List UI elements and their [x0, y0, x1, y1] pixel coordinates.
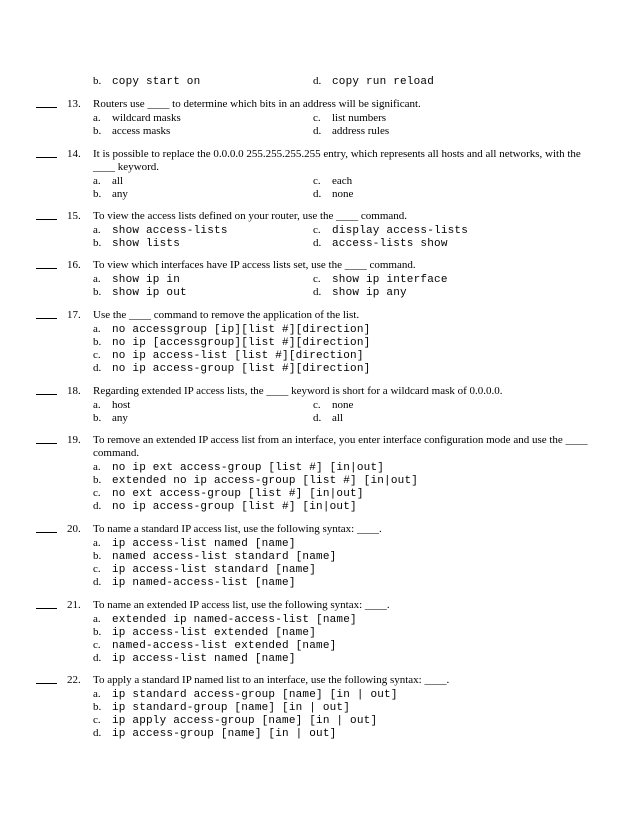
question-number: 15.	[67, 210, 81, 222]
option-a	[93, 461, 384, 475]
option-text: all	[332, 412, 343, 424]
option-letter: d.	[313, 412, 322, 424]
option-letter: b.	[93, 550, 102, 562]
option-letter: d.	[93, 500, 102, 512]
option-letter: b.	[93, 188, 102, 200]
option-letter: b.	[93, 474, 102, 486]
option-letter: c.	[93, 563, 101, 575]
option-d	[93, 576, 296, 590]
option-text: any	[112, 412, 128, 424]
option-text: ip apply access-group [name] [in | out]	[112, 715, 378, 727]
option-letter: a.	[93, 613, 101, 625]
option-c	[93, 349, 364, 363]
option-d	[93, 652, 296, 666]
option-letter: a.	[93, 224, 101, 236]
question-number: 14.	[67, 148, 81, 160]
option-text: each	[332, 175, 353, 187]
option-a	[93, 175, 123, 188]
answer-blank[interactable]	[36, 107, 57, 108]
answer-blank[interactable]	[36, 608, 57, 609]
question-number: 18.	[67, 385, 81, 397]
option-letter: c.	[313, 224, 321, 236]
option-text: show lists	[112, 238, 181, 250]
option-text: all	[112, 175, 123, 187]
option-letter: c.	[93, 639, 101, 651]
option-text: display access-lists	[332, 225, 469, 237]
answer-blank[interactable]	[36, 443, 57, 444]
option-text: named access-list standard [name]	[112, 551, 337, 563]
option-letter: a.	[93, 175, 101, 187]
option-text: show ip in	[112, 274, 181, 286]
question-stem: To view the access lists defined on your router, use the ____ command.	[93, 210, 408, 222]
option-d	[93, 727, 336, 741]
answer-blank[interactable]	[36, 532, 57, 533]
option-letter: d.	[313, 75, 322, 87]
option-a	[93, 224, 228, 238]
option-text: list numbers	[332, 112, 387, 124]
option-a	[93, 323, 370, 337]
answer-blank[interactable]	[36, 318, 57, 319]
answer-blank[interactable]	[36, 157, 57, 158]
option-b	[93, 626, 316, 640]
option-letter: d.	[313, 125, 322, 137]
option-c	[93, 639, 336, 653]
option-a	[93, 399, 130, 412]
answer-blank[interactable]	[36, 219, 57, 220]
option-text: ip access-list named [name]	[112, 653, 296, 665]
answer-blank[interactable]	[36, 394, 57, 395]
option-text: none	[332, 188, 354, 200]
option-d	[313, 412, 343, 425]
option-letter: b.	[93, 412, 102, 424]
question-number: 21.	[67, 599, 81, 611]
question-number: 20.	[67, 523, 81, 535]
question-stem: Routers use ____ to determine which bits in an address will be significant.	[93, 98, 421, 110]
option-letter: b.	[93, 336, 102, 348]
option-b	[93, 188, 128, 201]
option-letter: c.	[93, 714, 101, 726]
option-letter: a.	[93, 688, 101, 700]
question-number: 19.	[67, 434, 81, 446]
option-letter: d.	[313, 286, 322, 298]
option-text: no ip access-list [list #][direction]	[112, 350, 364, 362]
option-b	[93, 125, 170, 138]
option-text: no ip ext access-group [list #] [in|out]	[112, 462, 385, 474]
question-stem: To name an extended IP access list, use the following syntax: ____.	[93, 599, 390, 611]
option-text: extended ip named-access-list [name]	[112, 614, 357, 626]
option-text: no ip [accessgroup][list #][direction]	[112, 337, 371, 349]
option-letter: d.	[93, 652, 102, 664]
option-letter: a.	[93, 537, 101, 549]
option-c	[313, 175, 352, 188]
option-letter: b.	[93, 701, 102, 713]
option-text: none	[332, 399, 354, 411]
answer-blank[interactable]	[36, 683, 57, 684]
option-text: no ip access-group [list #] [in|out]	[112, 501, 357, 513]
option-text: show access-lists	[112, 225, 228, 237]
option-text: ip standard-group [name] [in | out]	[112, 702, 351, 714]
option-a	[93, 112, 181, 125]
option-text: ip access-list standard [name]	[112, 564, 317, 576]
option-text: copy run reload	[332, 76, 435, 88]
option-c	[313, 224, 468, 238]
option-d	[93, 362, 370, 376]
option-letter: d.	[93, 576, 102, 588]
question-number: 17.	[67, 309, 81, 321]
option-a	[93, 613, 357, 627]
option-letter: c.	[93, 487, 101, 499]
option-c	[93, 714, 377, 728]
answer-blank[interactable]	[36, 268, 57, 269]
option-a	[93, 537, 296, 551]
option-text: wildcard masks	[112, 112, 181, 124]
option-c	[313, 112, 386, 125]
option-b	[93, 474, 418, 488]
option-d	[313, 237, 448, 251]
option-text: access masks	[112, 125, 171, 137]
option-text: ip access-list named [name]	[112, 538, 296, 550]
option-row	[313, 75, 434, 89]
option-text: show ip out	[112, 287, 187, 299]
option-text: any	[112, 188, 128, 200]
option-letter: b.	[93, 286, 102, 298]
option-letter: b.	[93, 125, 102, 137]
option-b	[93, 701, 350, 715]
option-text: address rules	[332, 125, 390, 137]
question-number: 13.	[67, 98, 81, 110]
option-letter: a.	[93, 273, 101, 285]
question-stem: To apply a standard IP named list to an interface, use the following syntax: ____.	[93, 674, 450, 686]
option-c	[93, 487, 364, 501]
option-text: no accessgroup [ip][list #][direction]	[112, 324, 371, 336]
option-letter: c.	[313, 112, 321, 124]
option-letter: d.	[93, 727, 102, 739]
option-text: named-access-list extended [name]	[112, 640, 337, 652]
option-text: access-lists show	[332, 238, 448, 250]
option-d	[313, 125, 389, 138]
option-a	[93, 688, 398, 702]
option-b	[93, 412, 128, 425]
option-letter: d.	[313, 237, 322, 249]
option-text: ip standard access-group [name] [in | out]	[112, 689, 398, 701]
option-text: host	[112, 399, 131, 411]
option-b	[93, 237, 180, 251]
option-d	[313, 188, 353, 201]
option-text: show ip interface	[332, 274, 448, 286]
option-letter: a.	[93, 112, 101, 124]
question-stem: It is possible to replace the 0.0.0.0 255.255.255.255 entry, which represents all hosts and all networks, with the ____ keyword.	[93, 148, 581, 173]
option-text: no ip access-group [list #][direction]	[112, 363, 371, 375]
option-letter: b.	[93, 237, 102, 249]
option-letter: a.	[93, 399, 101, 411]
option-letter: a.	[93, 323, 101, 335]
question-number: 16.	[67, 259, 81, 271]
option-b	[93, 550, 336, 564]
option-text: no ext access-group [list #] [in|out]	[112, 488, 364, 500]
question-stem: Regarding extended IP access lists, the ____ keyword is short for a wildcard mask of 0.0.0.0.	[93, 385, 503, 397]
option-c	[313, 273, 448, 287]
option-d	[93, 500, 357, 514]
option-letter: a.	[93, 461, 101, 473]
option-text: show ip any	[332, 287, 407, 299]
option-text: ip access-list extended [name]	[112, 627, 317, 639]
option-d	[313, 286, 407, 300]
option-text: ip named-access-list [name]	[112, 577, 296, 589]
option-text: ip access-group [name] [in | out]	[112, 728, 337, 740]
option-text: copy start on	[112, 76, 201, 88]
question-stem: Use the ____ command to remove the application of the list.	[93, 309, 360, 321]
option-letter: c.	[313, 273, 321, 285]
option-letter: c.	[313, 399, 321, 411]
option-c	[313, 399, 353, 412]
option-text: extended no ip access-group [list #] [in|out]	[112, 475, 419, 487]
option-c	[93, 563, 316, 577]
option-letter: c.	[93, 349, 101, 361]
option-letter: c.	[313, 175, 321, 187]
option-letter: b.	[93, 75, 102, 87]
question-stem: To name a standard IP access list, use the following syntax: ____.	[93, 523, 382, 535]
option-letter: d.	[313, 188, 322, 200]
option-letter: b.	[93, 626, 102, 638]
option-b	[93, 336, 370, 350]
question-stem: To view which interfaces have IP access lists set, use the ____ command.	[93, 259, 416, 271]
option-letter: d.	[93, 362, 102, 374]
question-stem: To remove an extended IP access list from an interface, you enter interface configuration mode and use the ____ command.	[93, 434, 588, 459]
question-number: 22.	[67, 674, 81, 686]
option-b	[93, 286, 187, 300]
option-a	[93, 273, 180, 287]
option-row	[93, 75, 200, 89]
